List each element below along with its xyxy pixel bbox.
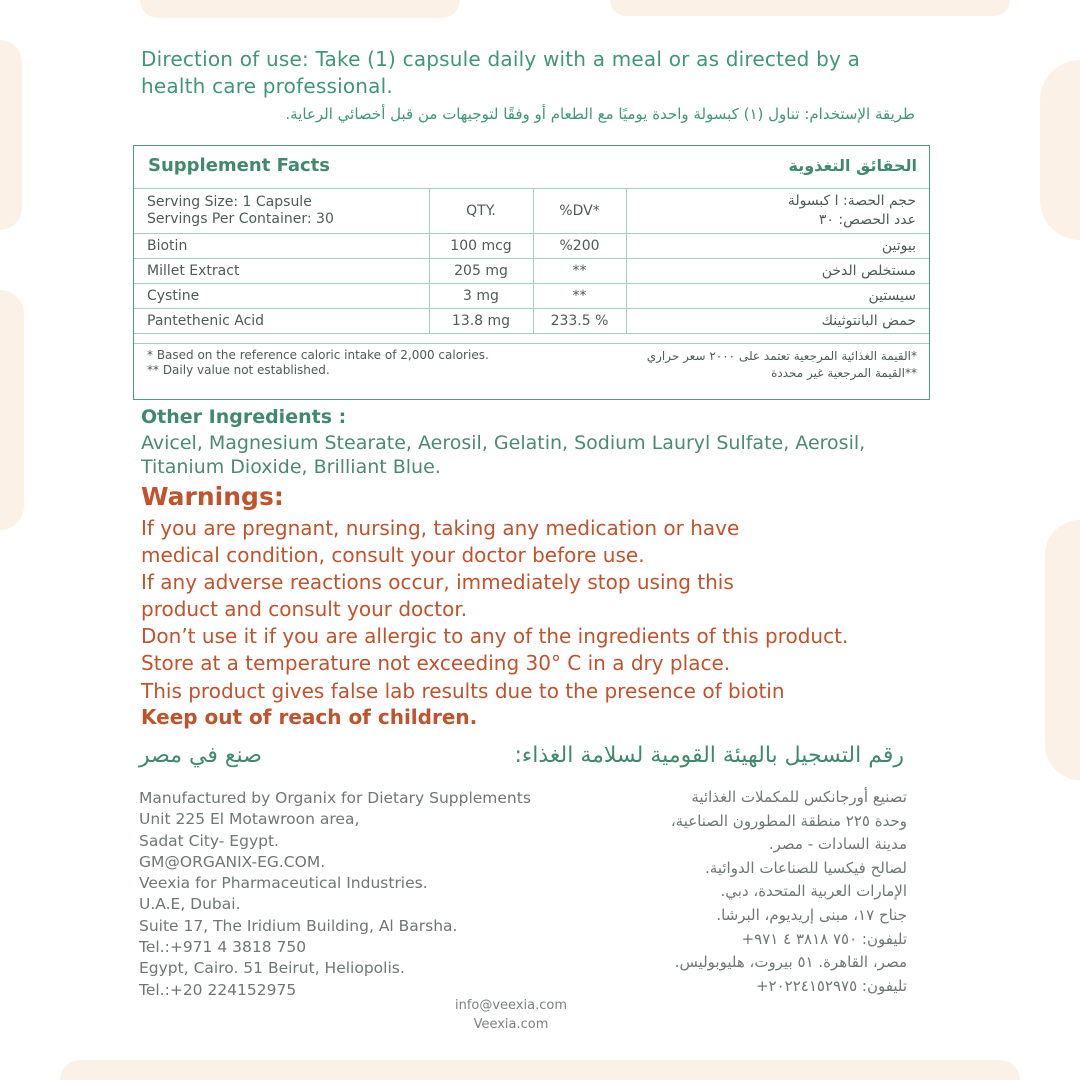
ingredient-qty: 205 mg [429,259,533,284]
footnote-ar-2: **القيمة المرجعية غير محددة [771,366,917,380]
manufacturer-email: GM@ORGANIX-EG.COM. [139,852,326,871]
manufacturer-line-en: Egypt, Cairo. 51 Beirut, Heliopolis. [139,959,405,978]
ingredient-dv: %200 [533,234,626,259]
ingredient-name-ar: مستخلص الدخن [626,259,929,284]
warnings-list [141,515,1061,705]
manufacturer-line-en: Veexia for Pharmaceutical Industries. [139,874,428,893]
background-shape-bottom [60,1060,1020,1080]
table-header-row [134,189,929,234]
table-row [134,234,929,259]
footnote-en-2: ** Daily value not established. [147,363,330,377]
table-spacer-row [134,334,929,344]
warning-line: Store at a temperature not exceeding 30° C in a dry place. [141,651,731,676]
supplement-facts-panel [133,145,930,400]
background-shape-top [140,0,460,18]
manufacturer-line-en: Manufactured by Organix for Dietary Supplements [139,789,531,807]
manufacturer-phone-ar: تليفون: ٢٠٢٢٤١٥٢٩٧٥+ [755,976,907,995]
ingredient-name-en: Millet Extract [134,259,429,284]
manufacturer-line-en: Sadat City- Egypt. [139,831,279,850]
manufacturer-line-en: Unit 225 El Motawroon area, [139,810,360,829]
ingredient-dv: ** [533,284,626,309]
supplement-facts-title-en: Supplement Facts [148,155,330,176]
other-ingredients-title: Other Ingredients : [141,406,347,428]
footnote-en-1: * Based on the reference caloric intake of 2,000 calories. [147,348,489,362]
warning-line: product and consult your doctor. [141,597,468,622]
manufacturer-line-ar: لصالح فيكسيا للصناعات الدوائية. [705,858,907,877]
ingredient-name-en: Pantethenic Acid [134,309,429,334]
ingredient-dv: 233.5 % [533,309,626,334]
registration-number-ar: رقم التسجيل بالهيئة القومية لسلامة الغذاء: [514,743,904,768]
manufacturer-line-ar: مدينة السادات - مصر. [768,835,907,854]
background-shape-right [1040,60,1080,240]
table-row [134,309,929,334]
keep-out-of-reach: Keep out of reach of children. [141,705,478,729]
qty-header: QTY. [429,189,533,234]
ingredient-name-en: Cystine [134,284,429,309]
ingredient-qty: 3 mg [429,284,533,309]
serving-size-en: Serving Size: 1 Capsule [147,194,312,210]
manufacturer-line-en: Suite 17, The Iridium Building, Al Barsha. [139,916,458,935]
servings-per-container-en: Servings Per Container: 30 [147,211,334,227]
warning-line: If any adverse reactions occur, immediately stop using this [141,570,734,595]
manufacturer-phone-en: Tel.:+971 4 3818 750 [139,938,307,957]
supplement-facts-table [134,188,929,344]
manufacturer-info-ar [560,786,907,998]
supplement-facts-title-ar: الحقائق التغذوية [788,156,917,175]
warning-line: If you are pregnant, nursing, taking any medication or have [141,516,740,540]
warnings-title: Warnings: [141,482,284,511]
background-shape-top-right [610,0,1010,16]
direction-of-use-ar: طريقة الإستخدام: تناول (١) كبسولة واحدة يوميًا مع الطعام أو وفقًا لتوجيهات من قبل أخصائي الرعاية. [285,105,915,123]
ingredient-name-ar: سيستين [626,284,929,309]
table-row [134,259,929,284]
ingredient-name-ar: حمض البانتوثينك [626,309,929,334]
other-ingredients-text: Avicel, Magnesium Stearate, Aerosil, Gelatin, Sodium Lauryl Sulfate, Aerosil, Titanium Dioxide, Brilliant Blue. [141,432,866,478]
dv-header: %DV* [533,189,626,234]
made-in-egypt-ar: صنع في مصر [139,743,262,768]
manufacturer-phone-ar: تليفون: ٧٥٠ ٣٨١٨ ٤ ٩٧١+ [741,929,907,948]
servings-per-container-ar: عدد الحصص: ٣٠ [818,212,916,228]
contact-email: info@veexia.com [454,998,567,1013]
manufacturer-line-en: U.A.E, Dubai. [139,895,241,914]
serving-info-en [134,189,429,234]
ingredient-name-ar: بيوتين [626,234,929,259]
contact-website: Veexia.com [473,1017,549,1032]
manufacturer-info-en [139,788,599,1001]
manufacturer-phone-en: Tel.:+20 224152975 [139,980,297,999]
direction-of-use-en: Direction of use: Take (1) capsule daily with a meal or as directed by a health care professional. [141,47,861,98]
ingredient-name-en: Biotin [134,234,429,259]
table-spacer [134,334,929,344]
manufacturer-line-ar: وحدة ٢٢٥ منطقة المطورون الصناعية، [670,811,907,830]
manufacturer-line-ar: مصر، القاهرة. ٥١ بيروت، هليوبوليس. [674,953,907,972]
ingredient-dv: ** [533,259,626,284]
warning-line: medical condition, consult your doctor before use. [141,543,645,568]
serving-info-ar [626,189,929,234]
footnotes-ar [647,348,917,382]
serving-size-ar: حجم الحصة: ا كبسولة [787,193,916,209]
footnote-ar-1: *القيمة الغذائية المرجعية تعتمد على ٢٠٠٠ سعر حراري [646,349,917,363]
ingredient-qty: 100 mcg [429,234,533,259]
manufacturer-line-ar: جناح ١٧، مبنى إريديوم، البرشا. [716,905,907,924]
manufacturer-line-ar: الإمارات العربية المتحدة، دبي. [720,882,907,901]
footnotes-en [147,348,489,378]
manufacturer-line-ar: تصنيع أورجانكس للمكملات الغذائية [691,788,907,806]
contact-info [411,996,611,1034]
background-shape-left-lower [0,290,24,530]
table-row [134,284,929,309]
background-shape-left [0,40,22,230]
warning-line: Don’t use it if you are allergic to any of the ingredients of this product. [141,624,849,649]
ingredient-qty: 13.8 mg [429,309,533,334]
warning-line: This product gives false lab results due to the presence of biotin [141,678,785,703]
